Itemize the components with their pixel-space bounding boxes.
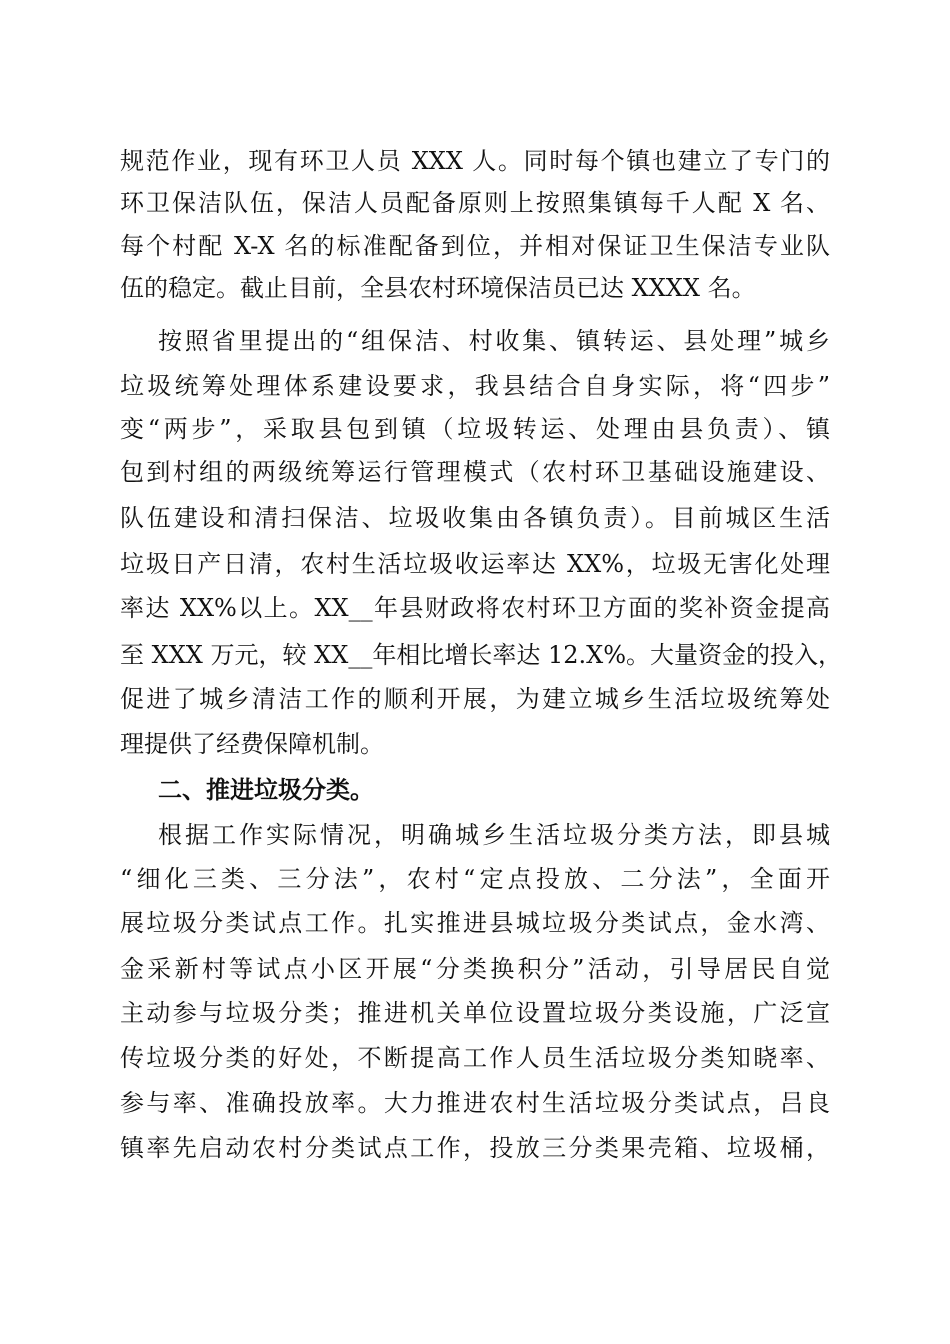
text-line: “细化三类、三分法”，农村“定点投放、二分法”，全面开 [120,865,830,893]
text-line: 率达 XX%以上。XX__年县财政将农村环卫方面的奖补资金提高 [120,594,830,622]
section-heading: 二、推进垃圾分类。 [158,776,374,804]
text-line: 环卫保洁队伍，保洁人员配备原则上按照集镇每千人配 X 名、 [120,189,830,217]
text-line: 传垃圾分类的好处，不断提高工作人员生活垃圾分类知晓率、 [120,1044,830,1072]
text-line: 镇率先启动农村分类试点工作，投放三分类果壳箱、垃圾桶， [120,1134,830,1162]
text-line: 规范作业，现有环卫人员 XXX 人。同时每个镇也建立了专门的 [120,147,830,175]
text-line: 至 XXX 万元，较 XX__年相比增长率达 12.X%。大量资金的投入， [120,641,843,669]
text-line: 金采新村等试点小区开展“分类换积分”活动，引导居民自觉 [120,955,830,983]
text-line: 伍的稳定。截止目前，全县农村环境保洁员已达 XXXX 名。 [120,274,756,302]
text-line: 理提供了经费保障机制。 [120,730,384,758]
text-line: 按照省里提出的“组保洁、村收集、镇转运、县处理”城乡 [158,327,830,355]
text-line: 变“两步”，采取县包到镇（垃圾转运、处理由县负责）、镇 [120,415,830,443]
text-line: 包到村组的两级统筹运行管理模式（农村环卫基础设施建设、 [120,458,830,486]
text-line: 垃圾日产日清，农村生活垃圾收运率达 XX%，垃圾无害化处理 [120,550,830,578]
text-line: 队伍建设和清扫保洁、垃圾收集由各镇负责）。目前城区生活 [120,504,830,532]
text-line: 根据工作实际情况，明确城乡生活垃圾分类方法，即县城 [158,821,830,849]
text-line: 每个村配 X-X 名的标准配备到位，并相对保证卫生保洁专业队 [120,232,830,260]
text-line: 垃圾统筹处理体系建设要求，我县结合自身实际，将“四步” [120,372,830,400]
text-line: 促进了城乡清洁工作的顺利开展，为建立城乡生活垃圾统筹处 [120,685,830,713]
text-line: 参与率、准确投放率。大力推进农村生活垃圾分类试点，吕良 [120,1089,830,1117]
text-line: 主动参与垃圾分类；推进机关单位设置垃圾分类设施，广泛宣 [120,999,830,1027]
text-line: 展垃圾分类试点工作。扎实推进县城垃圾分类试点，金水湾、 [120,909,830,937]
